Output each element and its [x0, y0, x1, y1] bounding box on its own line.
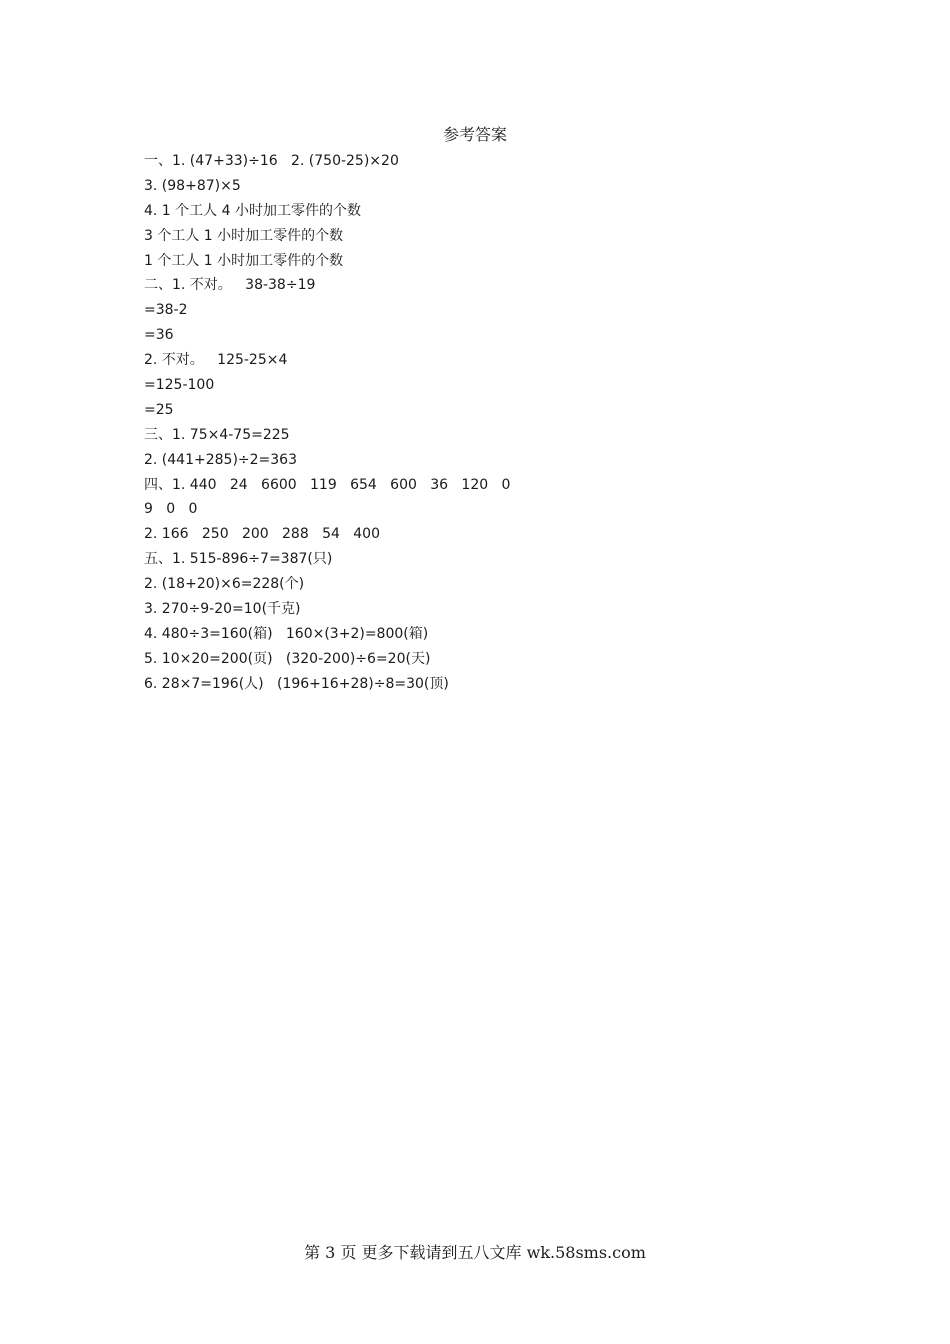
answer-line: =125-100	[144, 377, 215, 394]
answer-line: 四、1. 440 24 6600 119 654 600 36 120 0	[144, 476, 511, 493]
answer-line: 2. 不对。 125-25×4	[144, 352, 288, 369]
page-footer: 第 3 页 更多下载请到五八文库 wk.58sms.com	[304, 1243, 646, 1262]
answer-line: 3. 270÷9-20=10(千克)	[144, 601, 301, 618]
answer-line: 3 个工人 1 小时加工零件的个数	[144, 227, 344, 244]
answer-line: 一、1. (47+33)÷16 2. (750-25)×20	[144, 153, 399, 169]
answer-list	[144, 150, 824, 698]
answer-line: 4. 480÷3=160(箱) 160×(3+2)=800(箱)	[144, 625, 429, 642]
answer-line: 2. 166 250 200 288 54 400	[144, 526, 380, 543]
answer-line: 二、1. 不对。 38-38÷19	[144, 277, 316, 294]
answer-line: 1 个工人 1 小时加工零件的个数	[144, 252, 344, 269]
answer-line: =25	[144, 401, 174, 418]
answer-line: =36	[144, 327, 174, 344]
answer-line: 三、1. 75×4-75=225	[144, 426, 290, 443]
answer-line: =38-2	[144, 302, 188, 319]
answer-line: 3. (98+87)×5	[144, 177, 241, 194]
answer-line: 4. 1 个工人 4 小时加工零件的个数	[144, 202, 361, 219]
answer-line: 6. 28×7=196(人) (196+16+28)÷8=30(顶)	[144, 675, 449, 692]
answer-line: 2. (441+285)÷2=363	[144, 451, 297, 468]
answer-line: 5. 10×20=200(页) (320-200)÷6=20(天)	[144, 650, 431, 667]
answer-line: 2. (18+20)×6=228(个)	[144, 576, 305, 593]
answer-line: 9 0 0	[144, 501, 198, 518]
page-title: 参考答案	[442, 125, 507, 144]
answer-line: 五、1. 515-896÷7=387(只)	[144, 551, 333, 568]
